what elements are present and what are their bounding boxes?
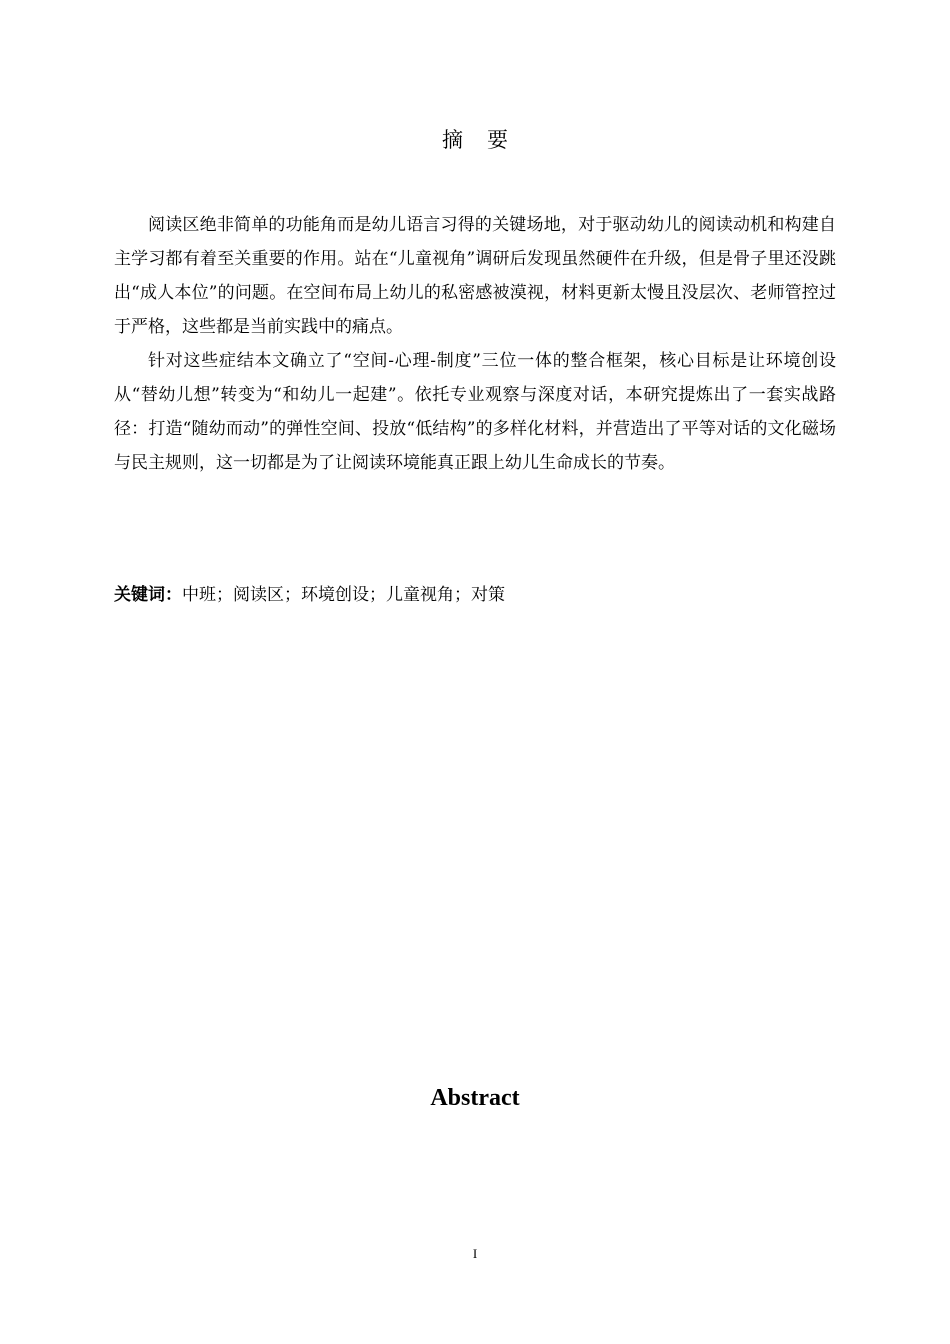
english-abstract-title: Abstract — [430, 1085, 520, 1111]
chinese-abstract-title: 摘要 — [442, 128, 532, 152]
page-number: I — [472, 1246, 478, 1261]
abstract-paragraph-2: 针对这些症结本文确立了“空间-心理-制度”三位一体的整合框架，核心目标是让环境创设从“替幼儿想”转变为“和幼儿一起建”。依托专业观察与深度对话，本研究提炼出了一套实战路径：打造“随幼而动”的弹性空间、投放“低结构”的多样化材料，并营造出了平等对话的文化磁场与民主规则，这一切都是为了让阅读环境能真正跟上幼儿生命成长的节奏。 — [114, 351, 836, 473]
keywords-text: 中班；阅读区；环境创设；儿童视角；对策 — [182, 585, 505, 605]
keywords-label: 关键词： — [114, 585, 182, 605]
abstract-body — [114, 208, 836, 480]
abstract-paragraph-1: 阅读区绝非简单的功能角而是幼儿语言习得的关键场地，对于驱动幼儿的阅读动机和构建自主学习都有着至关重要的作用。站在“儿童视角”调研后发现虽然硬件在升级，但是骨子里还没跳出“成人本位”的问题。在空间布局上幼儿的私密感被漠视，材料更新太慢且没层次、老师管控过于严格，这些都是当前实践中的痛点。 — [114, 215, 836, 337]
keywords-line — [114, 580, 836, 610]
